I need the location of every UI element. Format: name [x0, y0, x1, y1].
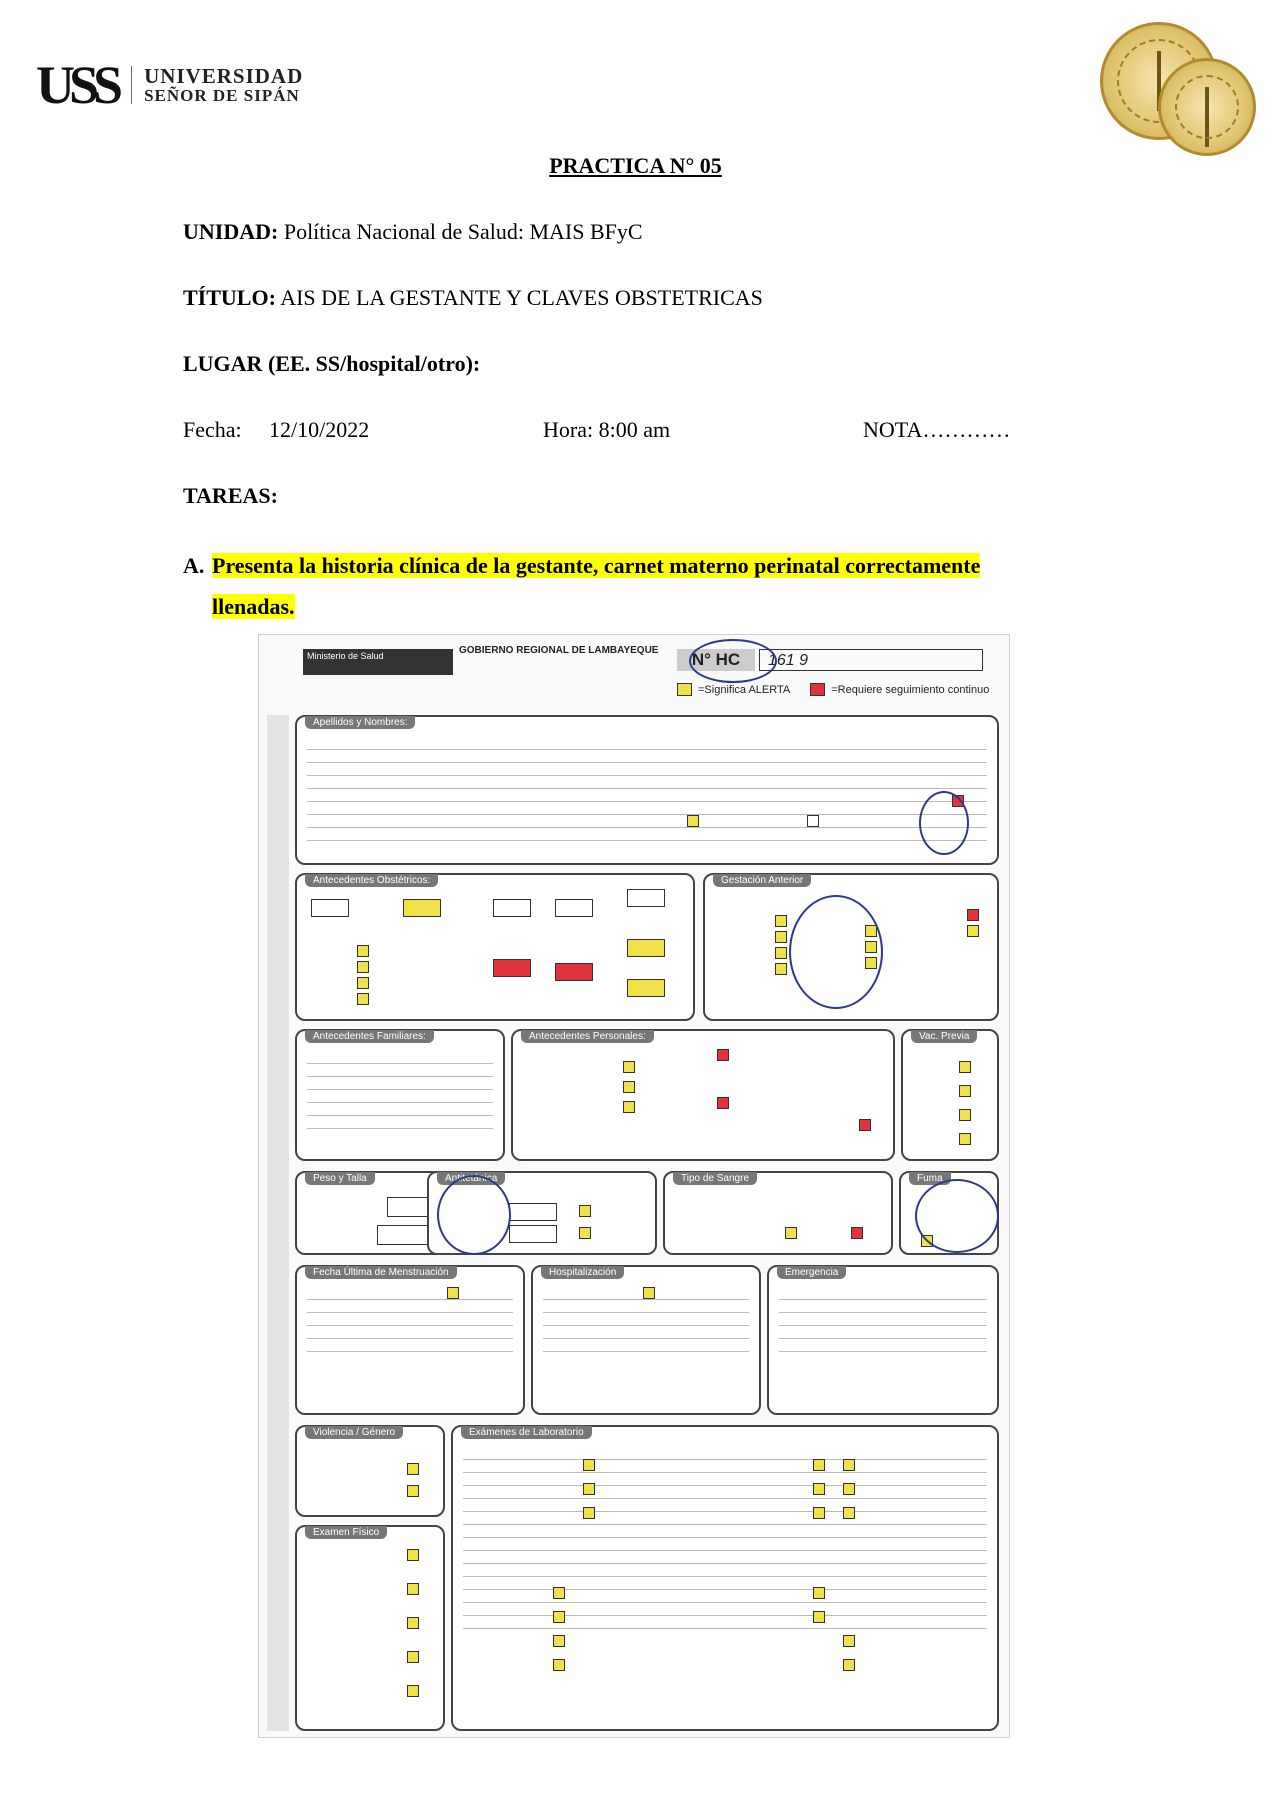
fecha-value: 12/10/2022 [269, 417, 370, 442]
physical-exam-label: Examen Físico [305, 1526, 387, 1539]
ministry-badge: Ministerio de Salud [303, 649, 453, 675]
task-a-text-1: Presenta la historia clínica de la gestante, carnet materno perinatal correctamente [212, 553, 981, 578]
previous-gestation-label: Gestación Anterior [713, 874, 811, 887]
form-side-band [267, 715, 289, 1731]
logo-divider [131, 66, 132, 104]
logo-line-1: UNIVERSIDAD [144, 64, 304, 89]
faculty-seal-secondary-icon [1158, 58, 1256, 156]
titulo-label: TÍTULO: [183, 285, 276, 310]
personal-history-label: Antecedentes Personales: [521, 1030, 654, 1043]
region-logo-text: GOBIERNO REGIONAL DE LAMBAYEQUE [459, 645, 659, 656]
tareas-heading: TAREAS: [183, 483, 278, 508]
tetanus-label: Antitetánica [437, 1172, 505, 1185]
form-legend [677, 683, 989, 696]
task-a-line-2 [212, 594, 295, 620]
form-header [259, 635, 1009, 711]
clinical-history-form-scan [258, 634, 1010, 1738]
logo-line-2: SEÑOR DE SIPÁN [144, 86, 300, 106]
unidad-label: UNIDAD: [183, 219, 279, 244]
pen-circle-mark [915, 1179, 999, 1253]
alert-swatch [677, 683, 692, 696]
last-menstruation-section [295, 1265, 525, 1415]
obstetric-history-section [295, 873, 695, 1021]
lugar-line [183, 351, 480, 377]
vaccination-label: Vac. Previa [911, 1030, 977, 1043]
emergency-label: Emergencia [777, 1266, 846, 1279]
violence-section [295, 1425, 445, 1517]
legend-continuo-text: =Requiere seguimiento continuo [831, 683, 990, 696]
physical-exam-section [295, 1525, 445, 1731]
unidad-line [183, 219, 643, 245]
task-a-text-2: llenadas. [212, 594, 295, 619]
personal-history-section [511, 1029, 895, 1161]
blood-type-label: Tipo de Sangre [673, 1172, 757, 1185]
emergency-section [767, 1265, 999, 1415]
weight-height-label: Peso y Talla [305, 1172, 375, 1185]
blood-type-section [663, 1171, 893, 1255]
smoking-label: Fuma [909, 1172, 951, 1185]
continuo-swatch [810, 683, 825, 696]
pen-circle-mark [437, 1175, 511, 1255]
hospitalization-section [531, 1265, 761, 1415]
task-a-letter: A. [183, 553, 205, 578]
hc-number: 161 9 [759, 649, 983, 671]
identification-label: Apellidos y Nombres: [305, 716, 415, 729]
pen-circle-mark [789, 895, 883, 1009]
logo-text [144, 65, 303, 105]
hospitalization-label: Hospitalización [541, 1266, 624, 1279]
logo-mark: USS [36, 55, 118, 115]
lab-exams-label: Exámenes de Laboratorio [461, 1426, 592, 1439]
family-history-label: Antecedentes Familiares: [305, 1030, 434, 1043]
titulo-line [183, 285, 763, 311]
pen-circle-mark [919, 791, 969, 855]
identification-section [295, 715, 999, 865]
nota-text: NOTA………… [863, 417, 1011, 442]
obstetric-history-label: Antecedentes Obstétricos: [305, 874, 438, 887]
unidad-value: Política Nacional de Salud: MAIS BFyC [278, 219, 643, 244]
lab-exams-section [451, 1425, 999, 1731]
family-history-section [295, 1029, 505, 1161]
page-title: PRACTICA N° 05 [549, 153, 722, 178]
legend-alert-text: =Significa ALERTA [698, 683, 791, 696]
pen-circle-mark [689, 639, 777, 683]
task-a-line-1 [212, 553, 980, 579]
titulo-value: AIS DE LA GESTANTE Y CLAVES OBSTETRICAS [275, 285, 763, 310]
last-menstruation-label: Fecha Última de Menstruación [305, 1266, 457, 1279]
violence-label: Violencia / Género [305, 1426, 403, 1439]
university-logo [36, 55, 304, 115]
fecha-label: Fecha: [183, 417, 242, 442]
vaccination-section [901, 1029, 999, 1161]
hc-label: N° HC [677, 649, 755, 671]
hora-text: Hora: 8:00 am [543, 417, 671, 442]
lugar-label: LUGAR (EE. SS/hospital/otro): [183, 351, 481, 376]
